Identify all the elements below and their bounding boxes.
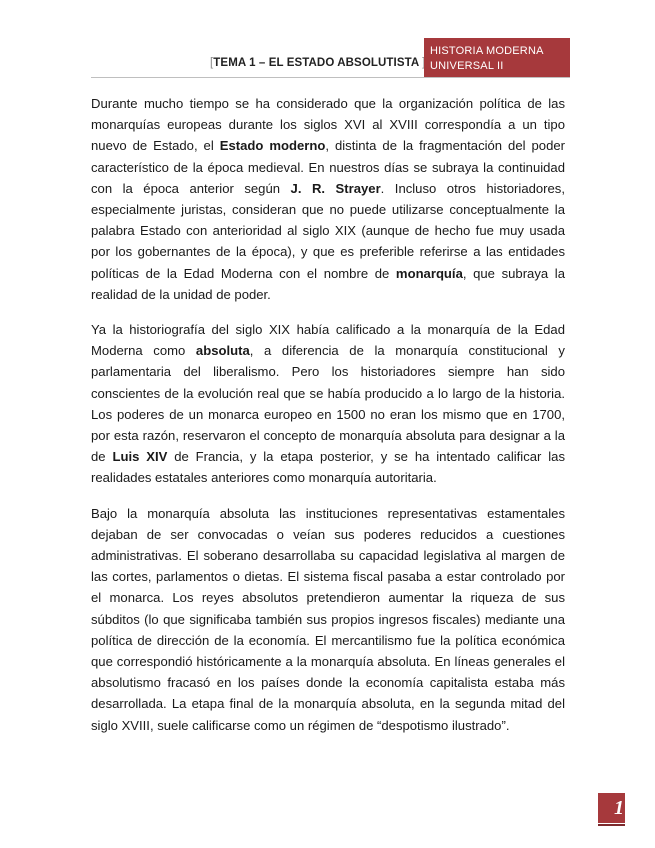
bracket-open: [ <box>210 57 214 69</box>
running-header-section <box>210 57 420 77</box>
bold-term: monarquía <box>395 265 463 281</box>
bold-term: absoluta <box>195 343 250 359</box>
body-text <box>91 93 565 750</box>
text-run: , que subraya la realidad de la unidad de poder. <box>91 265 565 302</box>
text-run: Durante mucho tiempo se ha considerado que la organización política de las monarquías europeas durante los siglos XVI al XVIII correspondía a un tipo nuevo de Estado, el <box>91 96 565 154</box>
section-title: TEMA 1 – EL ESTADO ABSOLUTISTA <box>213 57 419 69</box>
course-title-box <box>424 38 570 78</box>
bold-term: Estado moderno <box>219 138 326 154</box>
paragraph <box>91 93 565 305</box>
page-number: 1 <box>598 793 625 823</box>
text-run: Ya la historiografía del siglo XIX había calificado a la monarquía de la Edad Moderna como <box>91 322 565 359</box>
bold-term: J. R. Strayer <box>290 180 381 196</box>
bold-term: Luis XIV <box>112 449 168 465</box>
text-run: . Incluso otros historiadores, especialmente juristas, consideran que no puede utilizarse conceptualmente la palabra Estado con anterioridad al siglo XIX (aunque de hecho fue muy usada por los gobernantes de la época), y que es preferible referirse a las entidades políticas de la Edad Moderna con el nombre de <box>91 180 565 281</box>
paragraph <box>91 503 565 736</box>
page-number-underline <box>598 824 625 826</box>
text-run: de Francia, y la etapa posterior, y se ha intentado calificar las realidades estatales anteriores como monarquía autoritaria. <box>91 449 566 486</box>
paragraph <box>91 319 565 489</box>
course-title-line-2: UNIVERSAL II <box>430 60 504 72</box>
course-title-line-1: HISTORIA MODERNA <box>430 45 544 57</box>
header-divider <box>91 77 570 78</box>
text-run: , a diferencia de la monarquía constitucional y parlamentaria del liberalismo. Pero los historiadores siempre han sido conscientes de la evolución real que se había producido a lo largo de la historia. Los poderes de un monarca europeo en 1500 no eran los mismo que en 1700, por esta razón, reservaron el concepto de monarquía absoluta para designar a la de <box>91 343 565 465</box>
text-run: , distinta de la fragmentación del poder característico de la época medieval. En nuestros días se subraya la continuidad con la época anterior según <box>91 138 565 196</box>
text-run: Bajo la monarquía absoluta las instituciones representativas estamentales dejaban de ser convocadas o veían sus poderes reducidos a cuestiones administrativas. El soberano desarrollaba su capacidad legislativa al margen de las cortes, parlamentos o dietas. El sistema fiscal pasaba a estar controlado por el monarca. Los reyes absolutos pretendieron aumentar la riqueza de sus súbditos (lo que significaba también sus propios ingresos fiscales) mediante una política de dirección de la economía. El mercantilismo fue la política económica que correspondió históricamente a la monarquía absoluta. En líneas generales el absolutismo fracasó en los países donde la economía capitalista estaba más desarrollada. La etapa final de la monarquía absoluta, en la segunda mitad del siglo XVIII, suele calificarse como un régimen de “despotismo ilustrado”. <box>91 505 565 733</box>
